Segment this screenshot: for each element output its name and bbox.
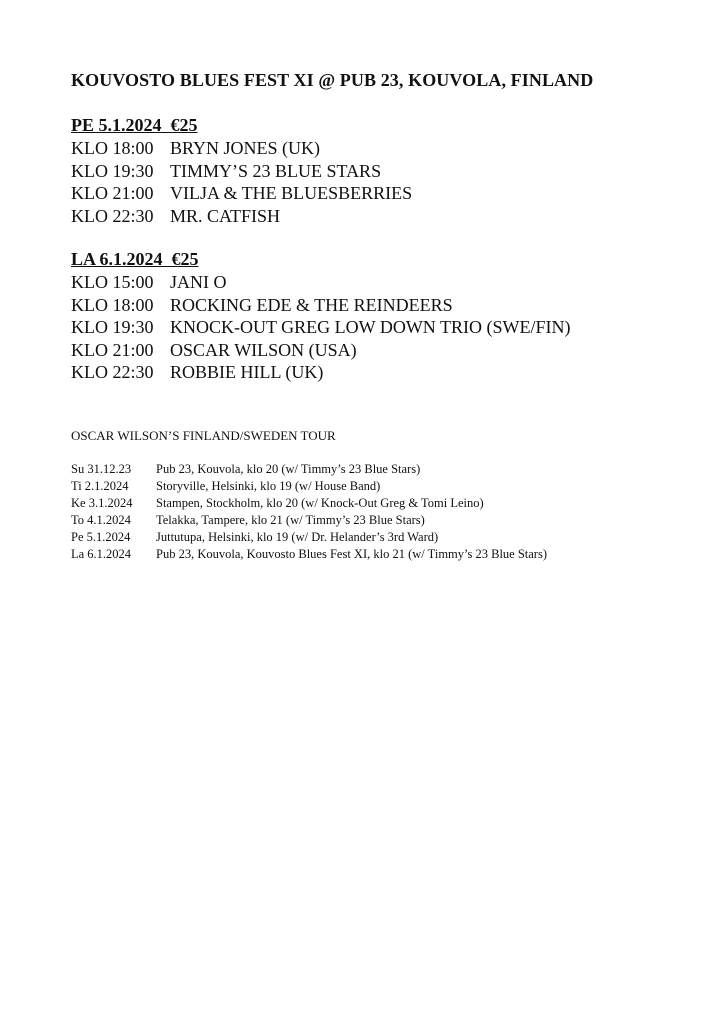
slot-act: BRYN JONES (UK) — [170, 138, 321, 158]
slot-time: KLO 22:30 — [71, 362, 154, 382]
slot-act: ROBBIE HILL (UK) — [170, 362, 324, 382]
tour-date-row — [71, 512, 547, 529]
tour-date: Ti 2.1.2024 — [71, 479, 129, 493]
tour-venue: Telakka, Tampere, klo 21 (w/ Timmy’s 23 Blue Stars) — [156, 513, 425, 527]
tour-venue: Stampen, Stockholm, klo 20 (w/ Knock-Out Greg & Tomi Leino) — [156, 496, 484, 510]
slot-act: JANI O — [170, 272, 227, 292]
day-header: LA 6.1.2024 €25 — [71, 249, 199, 269]
slot-time: KLO 19:30 — [71, 160, 154, 181]
slot-time: KLO 15:00 — [71, 272, 154, 292]
schedule-slot — [71, 316, 570, 339]
slot-act: TIMMY’S 23 BLUE STARS — [170, 160, 382, 181]
tour-title: OSCAR WILSON’S FINLAND/SWEDEN TOUR — [71, 428, 336, 443]
schedule-slot — [71, 271, 570, 294]
slot-act: KNOCK-OUT GREG LOW DOWN TRIO (SWE/FIN) — [170, 317, 571, 337]
slot-act: VILJA & THE BLUESBERRIES — [170, 183, 413, 203]
tour-venue: Pub 23, Kouvola, klo 20 (w/ Timmy’s 23 Blue Stars) — [156, 462, 421, 476]
slot-act: OSCAR WILSON (USA) — [170, 339, 357, 360]
schedule-slot — [71, 339, 570, 362]
tour-venue: Storyville, Helsinki, klo 19 (w/ House Band) — [156, 479, 381, 493]
slot-act: MR. CATFISH — [170, 205, 281, 226]
schedule-slot — [71, 182, 412, 205]
tour-date-row — [71, 495, 547, 512]
schedule-slot — [71, 361, 570, 384]
tour-venue: Pub 23, Kouvola, Kouvosto Blues Fest XI, klo 21 (w/ Timmy’s 23 Blue Stars) — [156, 547, 547, 561]
tour-date: To 4.1.2024 — [71, 513, 131, 527]
schedule-slot — [71, 137, 412, 160]
slot-time: KLO 22:30 — [71, 205, 154, 226]
slot-time: KLO 18:00 — [71, 294, 154, 315]
schedule-slot — [71, 160, 412, 183]
schedule-slot — [71, 294, 570, 317]
tour-section — [71, 428, 547, 563]
day-schedule-friday — [71, 114, 412, 227]
slot-time: KLO 21:00 — [71, 339, 154, 360]
day-header: PE 5.1.2024 €25 — [71, 115, 198, 135]
tour-venue: Juttutupa, Helsinki, klo 19 (w/ Dr. Helander’s 3rd Ward) — [156, 530, 439, 544]
slot-time: KLO 19:30 — [71, 317, 154, 337]
slot-act: ROCKING EDE & THE REINDEERS — [170, 294, 453, 315]
slot-time: KLO 18:00 — [71, 138, 154, 158]
tour-date-row — [71, 478, 547, 495]
schedule-slot — [71, 205, 412, 228]
tour-date-row — [71, 529, 547, 546]
slot-time: KLO 21:00 — [71, 183, 154, 203]
tour-date-row — [71, 461, 547, 478]
tour-date-row — [71, 546, 547, 563]
day-schedule-saturday — [71, 248, 570, 384]
tour-date: La 6.1.2024 — [71, 547, 132, 561]
tour-date: Pe 5.1.2024 — [71, 530, 131, 544]
tour-date: Su 31.12.23 — [71, 462, 132, 476]
page-title: KOUVOSTO BLUES FEST XI @ PUB 23, KOUVOLA, FINLAND — [71, 70, 594, 90]
tour-date: Ke 3.1.2024 — [71, 496, 133, 510]
